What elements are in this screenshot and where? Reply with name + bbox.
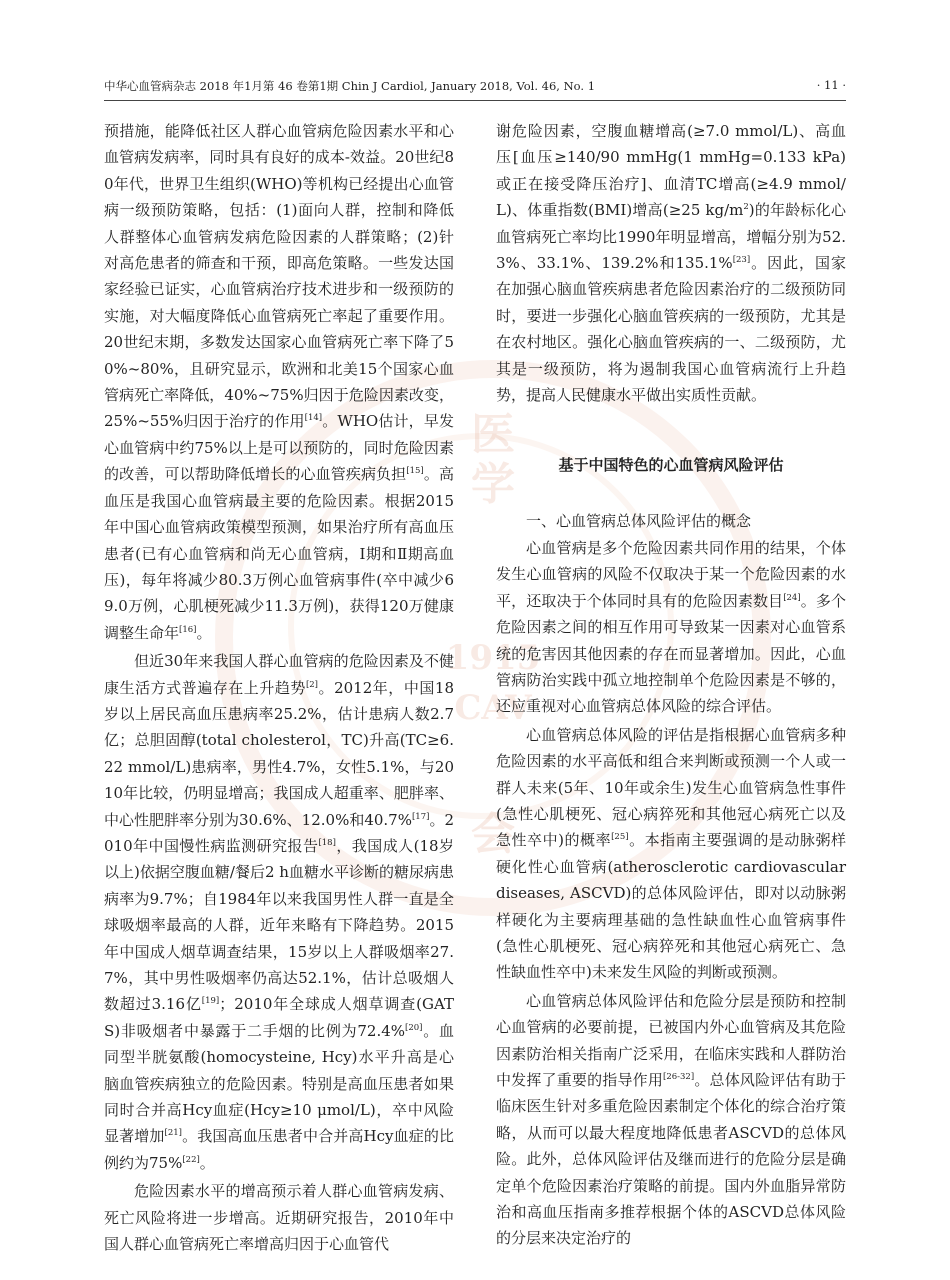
paragraph: 危险因素水平的增高预示着人群心血管病发病、死亡风险将进一步增高。近期研究报告，2010年中国人群心血管病死亡率增高归因于心血管代 (104, 1182, 454, 1254)
watermark-year: 1915 (445, 638, 541, 678)
page-number: · 11 · (816, 78, 846, 92)
watermark-letters: CAV (454, 688, 532, 728)
citation: [2] (305, 679, 318, 690)
watermark-char: 医 (471, 409, 515, 460)
paragraph: 心血管病总体风险评估和危险分层是预防和控制心血管病的必要前提，已被国内外心血管病及其危险因素防治相关指南广泛采用，在临床实践和人群防治中发挥了重要的指导作用[26-32]。总体风险评估有助于临床医生针对多重危险因素制定个体化的综合治疗策略，从而可以最大程度地降低患者ASCVD的总体风险。此外，总体风险评估及继而进行的危险分层是确定单个危险因素治疗策略的前提。国内外血脂异常防治和高血压指南多推荐根据个体的ASCVD总体风险的分层来决定治疗的 (496, 991, 846, 1248)
citation: [19] (201, 996, 220, 1007)
watermark-char: 会 (471, 809, 515, 860)
citation: [24] (783, 592, 801, 603)
journal-citation: 中华心血管病杂志 2018 年1月第 46 卷第1期 Chin J Cardiol, January 2018, Vol. 46, No. 1 (104, 79, 596, 93)
subsection-title: 一、心血管病总体风险评估的概念 (526, 512, 752, 531)
citation: [25] (611, 832, 629, 843)
left-column (104, 118, 454, 1257)
paragraph: 谢危险因素，空腹血糖增高(≥7.0 mmol/L)、高血压[血压≥140/90 mmHg(1 mmHg=0.133 kPa)或正在接受降压治疗]、血清TC增高(≥4.9 mmol/L)、体重指数(BMI)增高(≥25 kg/m$^2$)的年龄标化心血管病死亡率均比1990年明显增高，增幅分别为52.3%、33.1%、139.2%和135.1%[23]。因此，国家在加强心脑血管疾病患者危险因素治疗的二级预防同时，要进一步强化心脑血管疾病的一级预防，尤其是在农村地区。强化心脑血管疾病的一、二级预防，尤其是一级预防，将为遏制我国心血管病流行上升趋势，提高人民健康水平做出实质性贡献。 (496, 122, 846, 405)
paragraph: 心血管病是多个危险因素共同作用的结果，个体发生心血管病的风险不仅取决于某一个危险因素的水平，还取决于个体同时具有的危险因素数目[24]。多个危险因素之间的相互作用可导致某一因素对心血管系统的危害因其他因素的存在而显著增加。因此，心血管病防治实践中孤立地控制单个危险因素是不够的，还应重视对心血管病总体风险的综合评估。 (496, 538, 846, 716)
running-header (104, 74, 846, 101)
paragraph: 心血管病总体风险的评估是指根据心血管病多种危险因素的水平高低和组合来判断或预测一个人或一群人未来(5年、10年或余生)发生心血管病急性事件(急性心肌梗死、冠心病猝死和其他冠心病死亡以及急性卒中)的概率[25]。本指南主要强调的是动脉粥样硬化性心血管病(atherosclerotic cardiovascular diseases, ASCVD)的总体风险评估，即对以动脉粥样硬化为主要病理基础的急性缺血性心血管病事件(急性心肌梗死、冠心病猝死和其他冠心病死亡、急性缺血性卒中)未来发生风险的判断或预测。 (496, 725, 846, 982)
citation: [20] (405, 1022, 423, 1033)
citation: [16] (179, 624, 197, 635)
section-title: 基于中国特色的心血管病风险评估 (558, 456, 784, 475)
paragraph: 但近30年来我国人群心血管病的危险因素及不健康生活方式普遍存在上升趋势[2]。2012年，中国18岁以上居民高血压患病率25.2%，估计患病人数2.7亿；总胆固醇(total cholesterol，TC)升高(TC≥6.22 mmol/L)患病率，男性4.7%，女性5.1%，与2010年比较，仍明显增高；我国成人超重率、肥胖率、中心性肥胖率分别为30.6%、12.0%和40.7%[17]。2010年中国慢性病监测研究报告[18]，我国成人(18岁以上)依据空腹血糖/餐后2 h血糖水平诊断的糖尿病患病率为9.7%；自1984年以来我国男性人群一直是全球吸烟率最高的人群，近年来略有下降趋势。2015年中国成人烟草调查结果，15岁以上人群吸烟率27.7%，其中男性吸烟率仍高达52.1%，估计总吸烟人数超过3.16亿[19]；2010年全球成人烟草调查(GATS)非吸烟者中暴露于二手烟的比例为72.4%[20]。血同型半胱氨酸(homocysteine, Hcy)水平升高是心脑血管疾病独立的危险因素。特别是高血压患者如果同时合并高Hcy血症(Hcy≥10 μmol/L)，卒中风险显著增加[21]。我国高血压患者中合并高Hcy血症的比例约为75%[22]。 (104, 652, 455, 1172)
citation: [17] (411, 811, 430, 822)
citation: [23] (732, 255, 751, 266)
citation: [22] (182, 1154, 200, 1165)
citation: [14] (304, 413, 323, 424)
paragraph: 预措施，能降低社区人群心血管病危险因素水平和心血管病发病率，同时具有良好的成本-效益。20世纪80年代，世界卫生组织(WHO)等机构已经提出心血管病一级预防策略，包括：(1)面向人群，控制和降低人群整体心血管病发病危险因素的人群策略；(2)针对高危患者的筛查和干预，即高危策略。一些发达国家经验已证实，心血管病治疗技术进步和一级预防的实施，对大幅度降低心血管病死亡率起了重要作用。20世纪末期，多数发达国家心血管病死亡率下降了50%~80%，且研究显示，欧洲和北美15个国家心血管病死亡率降低，40%~75%归因于危险因素改变，25%~55%归因于治疗的作用[14]。WHO估计，早发心血管病中约75%以上是可以预防的，同时危险因素的改善，可以帮助降低增长的心血管疾病负担[15]。高血压是我国心血管病最主要的危险因素。根据2015年中国心血管病政策模型预测，如果治疗所有高血压患者(已有心血管病和尚无心血管病，Ⅰ期和Ⅱ期高血压)，每年将减少80.3万例心血管病事件(卒中减少69.0万例，心肌梗死减少11.3万例)，获得120万健康调整生命年[16]。 (104, 122, 454, 642)
citation: [18] (318, 837, 336, 848)
citation: [15] (406, 466, 424, 477)
citation: [21] (164, 1128, 182, 1139)
watermark-char: 学 (471, 459, 515, 510)
right-column (496, 118, 846, 1252)
superscript: 2 (743, 202, 749, 213)
citation: [26-32] (663, 1072, 695, 1082)
